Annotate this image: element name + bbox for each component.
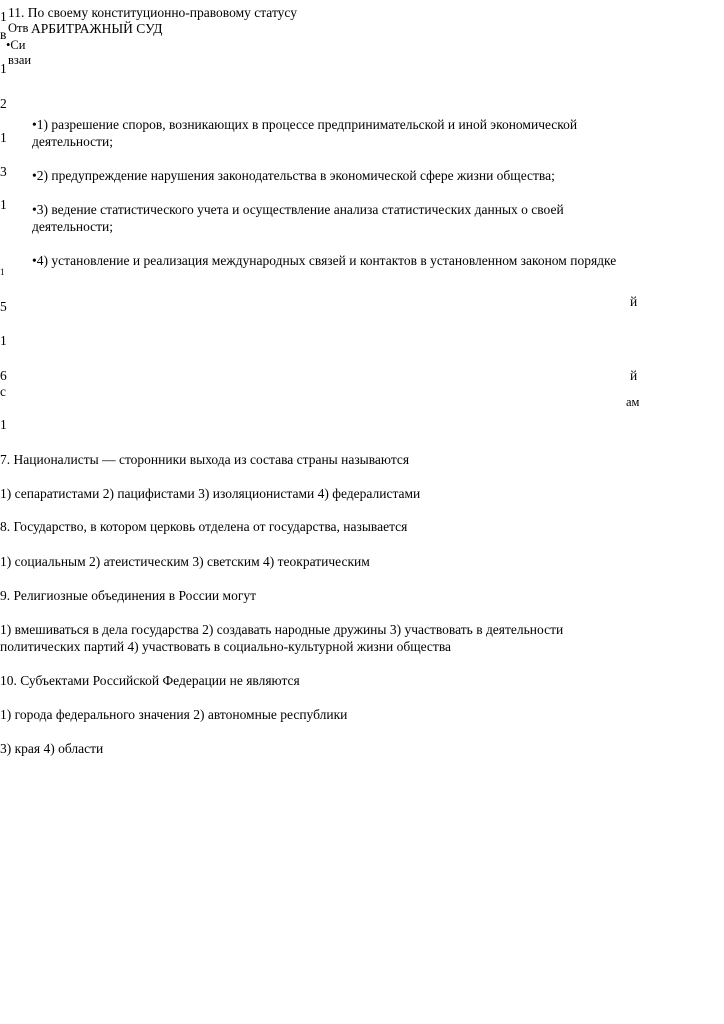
margin-fragment: 1 <box>0 267 5 277</box>
answers-10: 1) города федерального значения 2) автономные республики <box>0 707 348 722</box>
margin-fragment: 6 <box>0 368 7 383</box>
margin-fragment: с <box>0 384 6 399</box>
question-9: 9. Религиозные объединения в России могут <box>0 588 257 603</box>
margin-fragment: 2 <box>0 96 7 111</box>
answer-value: АРБИТРАЖНЫЙ СУД <box>31 21 163 36</box>
margin-fragment: 1 <box>0 9 7 24</box>
question-10: 10. Субъектами Российской Федерации не являются <box>0 673 300 688</box>
edge-fragment: й <box>630 294 638 309</box>
margin-fragment: 3 <box>0 164 7 179</box>
answers-9: 1) вмешиваться в дела государства 2) создавать народные дружины 3) участвовать в деятельности политических партий 4) участвовать в социально-культурной жизни общества <box>0 622 564 654</box>
margin-fragment: 5 <box>0 299 7 314</box>
margin-fragment: в <box>0 27 7 42</box>
question-7: 7. Националисты — сторонники выхода из состава страны называются <box>0 452 410 467</box>
option-1[interactable]: •1) разрешение споров, возникающих в процессе предпринимательской и иной экономической деятельности; <box>32 117 578 149</box>
answers-8: 1) социальным 2) атеистическим 3) светским 4) теократическим <box>0 554 370 569</box>
margin-fragment: 1 <box>0 197 7 212</box>
option-3[interactable]: •3) ведение статистического учета и осуществление анализа статистических данных о своей деятельности; <box>32 202 564 234</box>
option-4[interactable]: •4) установление и реализация международных связей и контактов в установленном законом порядке <box>32 253 617 268</box>
edge-fragment: ам <box>626 395 640 409</box>
question-8: 8. Государство, в котором церковь отделена от государства, называется <box>0 519 408 534</box>
option-2[interactable]: •2) предупреждение нарушения законодательства в экономической сфере жизни общества; <box>32 168 555 183</box>
margin-fragment: 1 <box>0 61 7 76</box>
edge-fragment: й <box>630 368 638 383</box>
answer-prefix: Отв <box>8 21 29 35</box>
trailing-answers: 3) края 4) области <box>0 741 104 756</box>
partial-line: •Си <box>6 38 26 52</box>
answers-7: 1) сепаратистами 2) пацифистами 3) изоляционистами 4) федералистами <box>0 486 421 501</box>
question-11-heading: 11. По своему конституционно-правовому статусу <box>8 5 297 20</box>
margin-fragment: 1 <box>0 333 7 348</box>
margin-fragment: 1 <box>0 130 7 145</box>
margin-fragment: 1 <box>0 417 7 432</box>
partial-line: взаи <box>8 53 32 67</box>
